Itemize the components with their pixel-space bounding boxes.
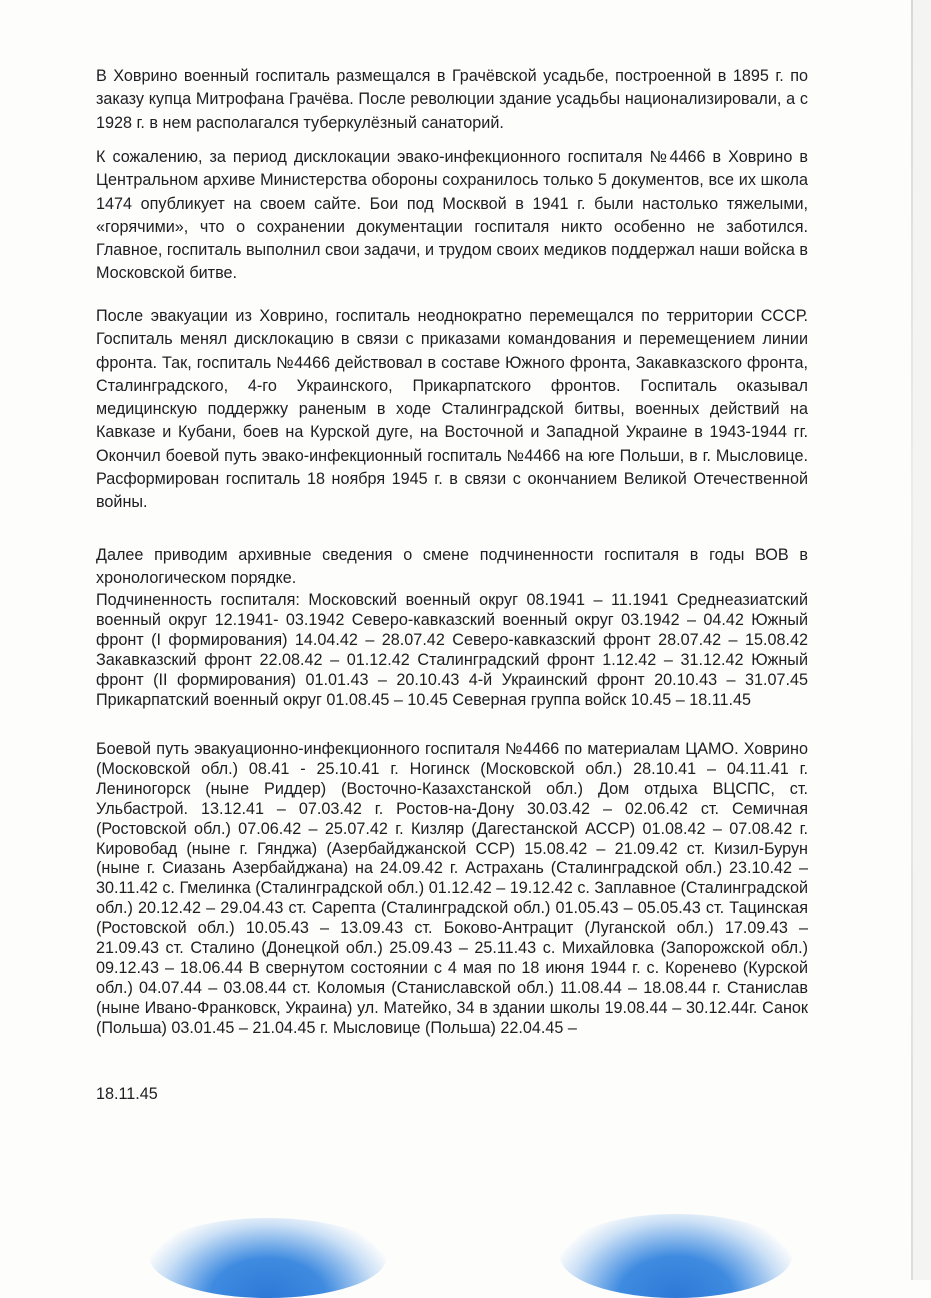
paragraph-archive-documents: К сожалению, за период дисклокации эвако-инфекционного госпиталя №4466 в Ховрино в Центральном архиве Министерства обороны сохранилось только 5 документов, все их школа 1474 опубликует на своем сайте. Бои под Москвой в 1941 г. были настолько тяжелыми, «горячими», что о сохранении документации госпиталя никто особенно не заботился. Главное, госпиталь выполнил свои задачи, и трудом своих медиков поддержал наши войска в Московской битве. [96,148,808,283]
paragraph-chronology-intro: Далее приводим архивные сведения о смене подчиненности госпиталя в годы ВОВ в хронологическом порядке. [96,546,808,588]
ink-smudge-left [150,1218,386,1298]
paragraph-khovrino-estate: В Ховрино военный госпиталь размещался в Грачёвской усадьбе, построенной в 1895 г. по заказу купца Митрофана Грачёва. После революции здание усадьбы национализировали, а с 1928 г. в нем располагался туберкулёзный санаторий. [96,67,808,132]
paragraph-combat-path: Боевой путь эвакуационно-инфекционного госпиталя №4466 по материалам ЦАМО. Ховрино (Московской обл.) 08.41 - 25.10.41 г. Ногинск (Московской обл.) 28.10.41 – 04.11.41 г. Лениногорск (ныне Риддер) (Восточно-Казахстанской обл.) Дом отдыха ВЦСПС, ст. Ульбастрой. 13.12.41 – 07.03.42 г. Ростов-на-Дону 30.03.42 – 02.06.42 ст. Семичная (Ростовской обл.) 07.06.42 – 25.07.42 г. Кизляр (Дагестанской АССР) 01.08.42 – 07.08.42 г. Кировобад (ныне г. Гянджа) (Азербайджанской ССР) 15.08.42 – 21.09.42 ст. Кизил-Бурун (ныне г. Сиазань Азербайджана) на 24.09.42 г. Астрахань (Сталинградской обл.) 23.10.42 – 30.11.42 с. Гмелинка (Сталинградской обл.) 01.12.42 – 19.12.42 с. Заплавное (Сталинградской обл.) 20.12.42 – 29.04.43 ст. Сарепта (Сталинградской обл.) 01.05.43 – 05.05.43 ст. Тацинская (Ростовской обл.) 10.05.43 – 13.09.43 ст. Боково-Антрацит (Луганской обл.) 17.09.43 – 21.09.43 ст. Сталино (Донецкой обл.) 25.09.43 – 25.11.43 с. Михайловка (Запорожской обл.) 09.12.43 – 18.06.44 В свернутом состоянии с 4 мая по 18 июня 1944 г. с. Коренево (Курской обл.) 04.07.44 – 03.08.44 ст. Коломыя (Станиславской обл.) 11.08.44 – 18.08.44 г. Станислав (ныне Ивано-Франковск, Украина) ул. Матейко, 34 в здании школы 19.08.44 – 30.12.44г. Санок (Польша) 03.01.45 – 21.04.45 г. Мысловице (Польша) 22.04.45 – [96,740,808,1037]
page-edge [911,0,913,1280]
page-margin-shadow [913,0,931,1280]
paragraph-after-evacuation: После эвакуации из Ховрино, госпиталь неоднократно перемещался по территории СССР. Госпиталь менял дисклокацию в связи с приказами командования и перемещением линии фронта. Так, госпиталь №4466 действовал в составе Южного фронта, Закавказского фронта, Сталинградского, 4-го Украинского, Прикарпатского фронтов. Госпиталь оказывал медицинскую поддержку раненым в ходе Сталинградской битвы, военных действий на Кавказе и Кубани, боев на Курской дуге, на Восточной и Западной Украине в 1943-1944 гг. Окончил боевой путь эвако-инфекционный госпиталь №4466 на юге Польши, в г. Мысловице. Расформирован госпиталь 18 ноября 1945 г. в связи с окончанием Великой Отечественной войны. [96,307,808,512]
paragraph-end-date: 18.11.45 [96,1085,158,1103]
ink-smudge-right [560,1214,792,1298]
paragraph-subordination: Подчиненность госпиталя: Московский военный округ 08.1941 – 11.1941 Среднеазиатский военный округ 12.1941- 03.1942 Северо-кавказский военный округ 03.1942 – 04.42 Южный фронт (I формирования) 14.04.42 – 28.07.42 Северо-кавказский фронт 28.07.42 – 15.08.42 Закавказский фронт 22.08.42 – 01.12.42 Сталинградский фронт 1.12.42 – 31.12.42 Южный фронт (II формирования) 01.01.43 – 20.10.43 4-й Украинский фронт 20.10.43 – 31.07.45 Прикарпатский военный округ 01.08.45 – 10.45 Северная группа войск 10.45 – 18.11.45 [96,591,808,709]
